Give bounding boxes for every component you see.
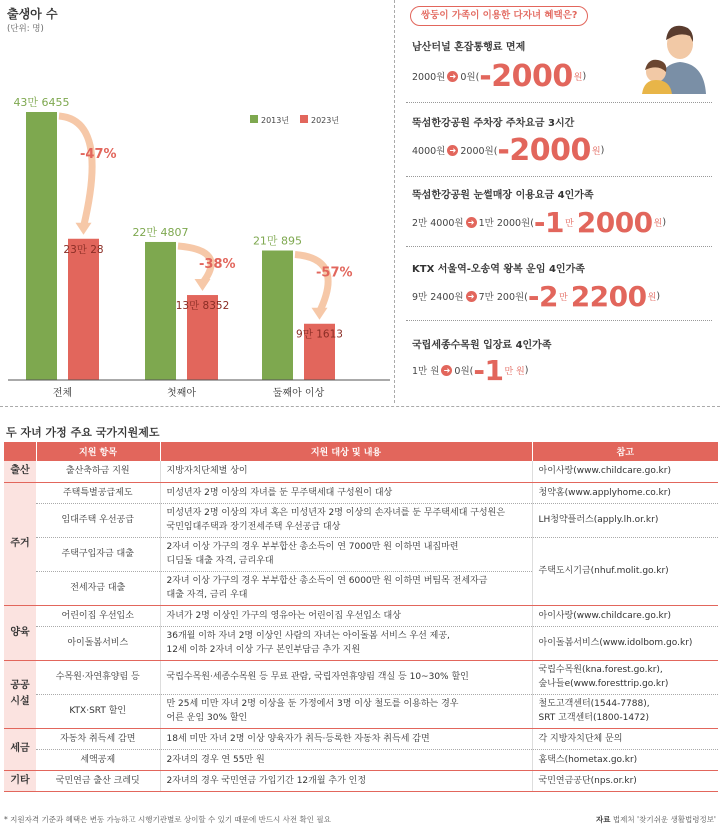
- change-arrowhead: [195, 279, 211, 291]
- table-row: 출산 출산축하금 지원 지방자치단체별 상이 아이사랑(www.childcare.go.kr): [4, 461, 718, 482]
- change-arrowhead: [312, 308, 328, 320]
- birth-chart: [0, 0, 395, 405]
- legend-swatch: [300, 115, 308, 123]
- table-row: 공공 시설 수목원·자연휴양림 등 국립수목원·세종수목원 등 무료 관람, 국립자연휴양림 객실 등 10~30% 할인 국립수목원(kna.forest.go.kr), 숲나들e(www.foresttrip.go.kr): [4, 660, 718, 694]
- value-label-2023: 23만 28: [63, 243, 104, 256]
- value-label-2013: 21만 895: [252, 234, 303, 248]
- benefit-item-2: [412, 114, 712, 168]
- arrow-right-icon: ➜: [466, 291, 477, 302]
- table-row: 주택구입자금 대출 2자녀 이상 가구의 경우 부부합산 총소득이 연 7000만 원 이하면 내집마련 디딤돌 대출 자격, 금리우대 주택도시기금(nhuf.molit.go.kr): [4, 537, 718, 571]
- bar-2013: [262, 251, 293, 380]
- change-percent: -47%: [80, 147, 117, 162]
- bar-2013: [145, 242, 176, 380]
- category-label: 둘째아 이상: [272, 388, 325, 399]
- separator: [406, 102, 712, 103]
- benefit-calc: 2000원 ➜ 0원( -2000 원 ): [412, 58, 587, 94]
- benefit-title: 뚝섬한강공원 눈썰매장 이용요금 4인가족: [412, 190, 594, 201]
- benefit-title: 남산터널 혼잡통행료 면제: [412, 42, 526, 53]
- benefit-item-4: [412, 260, 712, 313]
- table-row: 전세자금 대출 2자녀 이상 가구의 경우 부부합산 총소득이 연 6000만 원 이하면 버팀목 전세자금 대출 자격, 금리 우대: [4, 571, 718, 605]
- header-ref: 참고: [532, 442, 718, 461]
- benefits-badge: 쌍둥이 가족이 이용한 다자녀 혜택은?: [410, 6, 588, 26]
- table-row: 양육 어린이집 우선입소 자녀가 2명 이상인 가구의 영유아는 어린이집 우선입소 대상 아이사랑(www.childcare.go.kr): [4, 605, 718, 626]
- legend-swatch: [250, 115, 258, 123]
- change-arrow: [59, 116, 92, 227]
- table-row: 임대주택 우선공급 미성년자 2명 이상의 자녀 혹은 미성년자 2명 이상의 손자녀를 둔 무주택세대 구성원은 국민임대주택과 장기전세주택 우선공급 대상 LH청약플러스(apply.lh.or.kr): [4, 503, 718, 537]
- separator: [406, 320, 712, 321]
- benefit-item-3: [412, 186, 712, 239]
- value-label-2013: 22만 4807: [132, 225, 189, 239]
- arrow-right-icon: ➜: [466, 217, 477, 228]
- benefit-calc: 2만 4000원 ➜ 1만 2000원( -1 만 2000 원 ): [412, 205, 667, 239]
- value-label-2023: 13만 8352: [175, 300, 230, 313]
- horizontal-divider: [0, 406, 720, 407]
- change-percent: -38%: [199, 256, 236, 272]
- benefit-item-5: [412, 336, 712, 387]
- category-label: 전체: [52, 388, 73, 399]
- benefit-calc: 4000원 ➜ 2000원( -2000 원 ): [412, 132, 605, 168]
- table-row: 아이돌봄서비스 36개월 이하 자녀 2명 이상인 사람의 자녀는 아이돌봄 서비스 우선 제공, 12세 이하 2자녀 이상 가구 본인부담금 추가 지원 아이돌봄서비스(www.idolbom.go.kr): [4, 626, 718, 660]
- benefit-calc: 9만 2400원 ➜ 7만 200원( -2 만 2200 원 ): [412, 279, 661, 313]
- source: 자료 법제처 '찾기쉬운 생활법령정보': [596, 815, 716, 824]
- value-label-2013: 43만 6455: [13, 96, 70, 109]
- category-etc: 기타: [4, 770, 36, 791]
- category-childcare: 양육: [4, 605, 36, 660]
- change-arrow: [295, 255, 328, 312]
- benefit-title: KTX 서울역-오송역 왕복 운임 4인가족: [412, 264, 585, 275]
- category-birth: 출산: [4, 461, 36, 482]
- separator: [406, 246, 712, 247]
- category-label: 첫째아: [167, 388, 196, 399]
- arrow-right-icon: ➜: [447, 145, 458, 156]
- benefits-panel: [396, 0, 720, 405]
- benefit-item-1: [412, 38, 712, 94]
- arrow-right-icon: ➜: [441, 365, 452, 376]
- support-table: [4, 442, 718, 792]
- table-row: KTX·SRT 할인 만 25세 미만 자녀 2명 이상을 둔 가정에서 3명 이상 철도를 이용하는 경우 어른 운임 30% 할인 철도고객센터(1544-7788), SRT 고객센터(1800-1472): [4, 694, 718, 728]
- legend-label: 2023년: [311, 116, 340, 125]
- chart-unit: (단위: 명): [7, 24, 44, 34]
- bar-2013: [26, 112, 57, 380]
- table-row: 기타 국민연금 출산 크레딧 2자녀의 경우 국민연금 가입기간 12개월 추가 인정 국민연금공단(nps.or.kr): [4, 770, 718, 791]
- arrow-right-icon: ➜: [447, 71, 458, 82]
- benefit-calc: 1만 원 ➜ 0원( -1 만 원 ): [412, 353, 529, 387]
- table-header-row: [4, 442, 718, 461]
- discount-amount: -2000: [497, 132, 591, 168]
- discount-amount: -2000: [479, 58, 573, 94]
- value-label-2023: 9만 1613: [296, 328, 343, 341]
- vertical-divider: [394, 0, 395, 403]
- chart-title: 출생아 수: [7, 7, 58, 21]
- discount-amount: -1: [533, 205, 565, 239]
- benefit-title: 뚝섬한강공원 주차장 주차요금 3시간: [412, 118, 575, 129]
- header-content: 지원 대상 및 내용: [160, 442, 532, 461]
- legend-label: 2013년: [261, 116, 290, 125]
- family-illustration-icon: [628, 14, 708, 94]
- bar-chart-svg: [0, 0, 395, 405]
- table-title: 두 자녀 가정 주요 국가지원제도: [6, 426, 160, 439]
- bar-2023: [68, 239, 99, 380]
- discount-amount: -1: [473, 353, 504, 387]
- table-row: 세액공제 2자녀의 경우 연 55만 원 홈택스(hometax.go.kr): [4, 749, 718, 770]
- category-housing: 주거: [4, 482, 36, 605]
- category-tax: 세금: [4, 728, 36, 770]
- footnote: * 지원자격 기준과 혜택은 변동 가능하고 시행기관별로 상이할 수 있기 때문에 반드시 사전 확인 필요: [4, 815, 331, 824]
- change-arrowhead: [76, 223, 92, 235]
- separator: [406, 176, 712, 177]
- table-row: 세금 자동차 취득세 감면 18세 미만 자녀 2명 이상 양육자가 취득·등록한 자동차 취득세 감면 각 지방자치단체 문의: [4, 728, 718, 749]
- table-row: 주거 주택특별공급제도 미성년자 2명 이상의 자녀를 둔 무주택세대 구성원이 대상 청약홈(www.applyhome.co.kr): [4, 482, 718, 503]
- discount-amount: -2: [527, 279, 558, 313]
- benefit-title: 국립세종수목원 입장료 4인가족: [412, 340, 552, 351]
- category-public: 공공 시설: [4, 660, 36, 728]
- change-percent: -57%: [316, 265, 353, 281]
- header-item: 지원 항목: [36, 442, 160, 461]
